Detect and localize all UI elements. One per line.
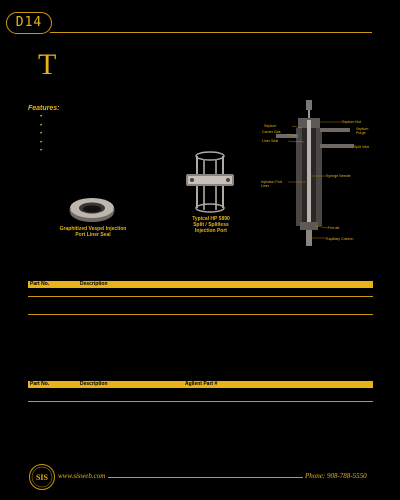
injection-port-image [184,150,236,214]
header-rule [50,32,372,33]
label-septum: Septum [264,124,277,128]
table2-col-description: Description [80,381,108,387]
caption-line: Split / Splitless [193,222,229,228]
caption-line: Graphitized Vespel Injection [59,226,127,232]
table1-header [28,281,373,288]
feature-bullet: • [40,114,43,120]
table1-row-rule [28,296,373,297]
label-septum-nut: Septum Nut [342,120,361,124]
feature-bullet: • [40,148,43,154]
table2-col-agilent: Agilent Part # [185,381,218,387]
liner-seal-image [68,194,116,224]
label-injection-port-liner: Injection Port Liner [261,180,282,188]
caption-line: Typical HP 5890 [192,216,230,222]
page-title: T [38,48,57,81]
logo-text: SIS [35,473,49,482]
table1-col-part-no: Part No. [30,281,50,287]
footer-rule [108,477,303,478]
caption-line: Port Liner Seal [75,232,111,238]
table2-col-part-no: Part No. [30,381,50,387]
features-heading: Features: [28,105,60,112]
feature-bullet: • [40,123,43,129]
label-syringe-needle: Syringe Needle [326,174,351,178]
liner-seal-caption [50,226,136,238]
footer-url[interactable]: www.sisweb.com [58,472,106,480]
sis-logo [28,462,56,492]
caption-line: Injection Port [195,228,227,234]
feature-bullet: • [40,140,43,146]
feature-bullet: • [40,131,43,137]
label-liner-seal: Liner Seal [262,139,279,143]
table2-row-rule [28,401,373,402]
label-septum-purge: Septum Purge [356,127,369,135]
page-code-badge: D14 [6,12,52,34]
footer-phone: Phone: 908-788-5550 [305,472,367,480]
label-capillary-column: Capillary Column [326,237,354,241]
table1-col-description: Description [80,281,108,287]
table2-header [28,381,373,388]
label-ferrule: Ferrule [328,226,340,230]
label-split-vent: Split Vent [354,145,370,149]
injection-port-caption [176,216,246,234]
table1-row-rule [28,314,373,315]
label-carrier-gas: Carrier Gas [262,130,281,134]
